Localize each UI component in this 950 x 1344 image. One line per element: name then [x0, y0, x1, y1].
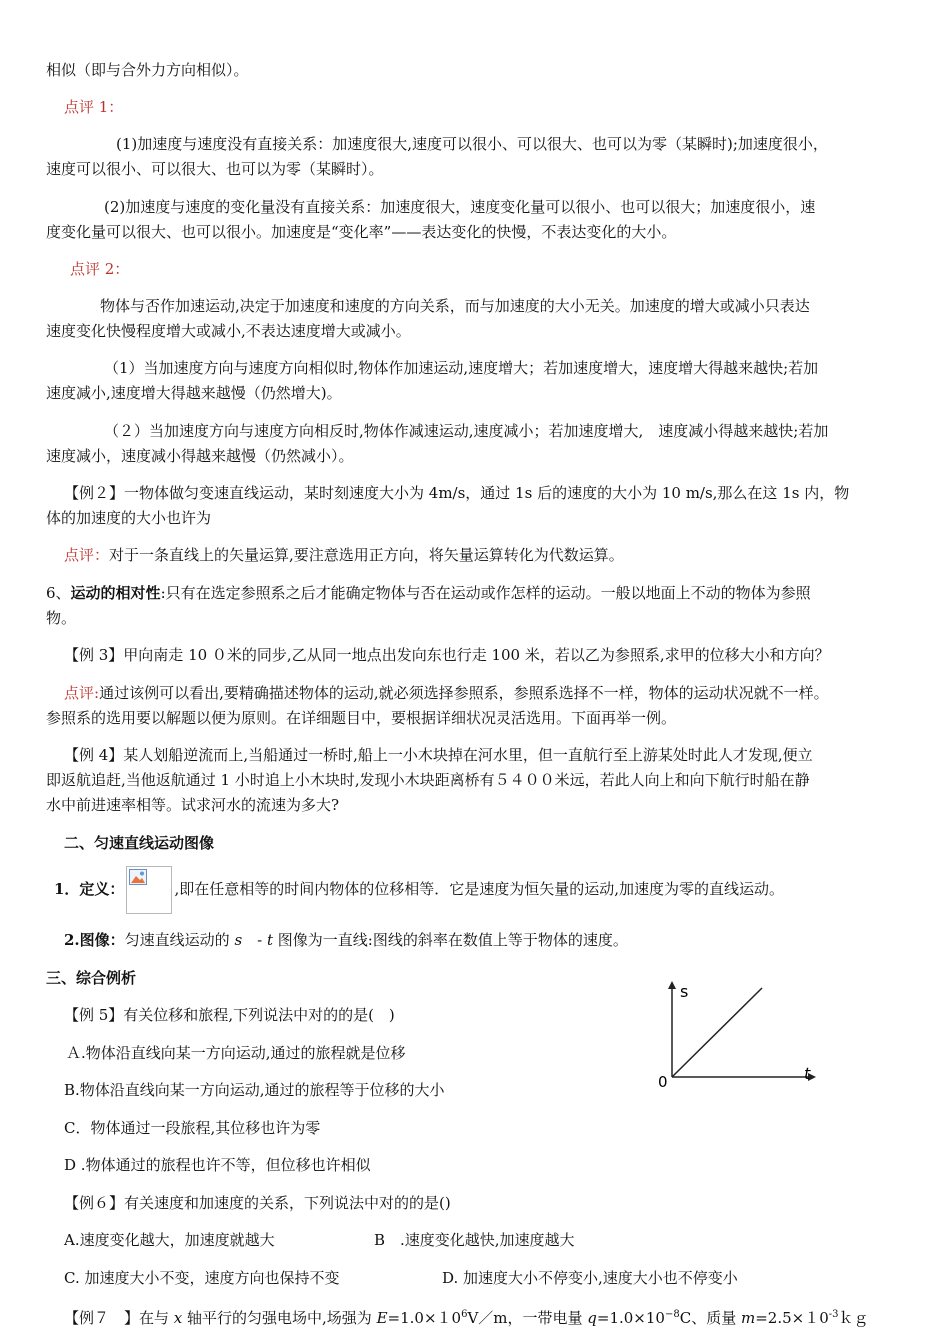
text-line: 参照系的选用要以解题以便为原则。在详细题目中，要根据详细状况灵活选用。下面再举一例。 [46, 709, 677, 727]
text-span: V／m，一带电量 [467, 1309, 588, 1327]
x-axis-label: t [804, 1064, 811, 1083]
text-span: - [242, 931, 267, 949]
option-d: D .物体通过的旅程也许不等，但位移也许相似 [64, 1156, 371, 1174]
text-line: 度变化量可以很大、也可以很小。加速度是“变化率”——表达变化的快慢，不表达变化的大小。 [46, 223, 677, 241]
text-line: （２）当加速度方向与速度方向相反时,物体作减速运动,速度减小；若加速度增大, 速度减小得越来越快;若加 [104, 422, 829, 440]
comment-text: 对于一条直线上的矢量运算,要注意选用正方向，将矢量运算转化为代数运算。 [109, 546, 624, 564]
example-7 [64, 1305, 944, 1328]
example-3: 【例 3】甲向南走 10 ０米的同步,乙从同一地点出发向东也行走 100 米，若以乙为参照系,求甲的位移大小和方向？ [64, 646, 830, 664]
comment-heading: 点评 1： [64, 98, 124, 116]
text-line: 速度减小，速度减小得越来越慢（仍然减小）。 [46, 447, 354, 465]
text-span: 轴平行的匀强电场中,场强为 [182, 1309, 377, 1327]
example-5: 【例 5】有关位移和旅程,下列说法中对的的是( ) [64, 1006, 395, 1024]
comment-line [64, 545, 926, 565]
text-line: 物体与否作加速运动,决定于加速度和速度的方向关系，而与加速度的大小无关。加速度的增大或减小只表达 [100, 297, 810, 315]
broken-image-icon [126, 866, 172, 914]
text-line: (2)加速度与速度的变化量没有直接关系：加速度很大，速度变化量可以很小、也可以很大；加速度很小，速 [104, 198, 816, 216]
var-x: x [173, 1309, 183, 1327]
text-span: =2.5×１0 [755, 1309, 829, 1327]
text-span: ｋｇ [838, 1309, 869, 1327]
text-line: 速度减小,速度增大得越来越慢（仍然增大)。 [46, 384, 342, 402]
example-2: 【例２】一物体做匀变速直线运动，某时刻速度大小为 4m/s，通过 1s 后的速度的大小为 10 m/s,那么在这 1s 内，物 [64, 484, 850, 502]
y-axis-arrow-icon [668, 981, 676, 989]
definition-line [54, 866, 916, 914]
text-line: 相似（即与合外力方向相似）。 [46, 61, 249, 79]
var-q: q [587, 1309, 597, 1327]
section-number: 6、 [46, 584, 71, 602]
graph-line [672, 988, 762, 1077]
option-a: Ａ.物体沿直线向某一方向运动,通过的旅程就是位移 [66, 1044, 406, 1062]
text-span: 匀速直线运动的 [124, 931, 235, 949]
comment-label: 点评: [64, 684, 100, 702]
example-4: 【例 4】某人划船逆流而上,当船通过一桥时,船上一小木块掉在河水里，但一直航行至上游某处时此人才发现,便立 [64, 746, 813, 764]
text-line: 速度可以很小、可以很大、也可以为零（某瞬时）。 [46, 160, 384, 178]
text-line: 体的加速度的大小也许为 [46, 509, 212, 527]
text-line: 物。 [46, 609, 77, 627]
text-span: C、质量 [679, 1309, 741, 1327]
section-text: :只有在选定参照系之后才能确定物体与否在运动或作怎样的运动。一般以地面上不动的物体为参照 [160, 584, 811, 602]
option-b: B.物体沿直线向某一方向运动,通过的旅程等于位移的大小 [64, 1081, 445, 1099]
text-span: =1.0×10 [596, 1309, 665, 1327]
text-line: 水中前进速率相等。试求河水的流速为多大? [46, 796, 340, 814]
exponent: -3 [828, 1309, 839, 1320]
var-e: E [376, 1309, 388, 1327]
origin-label: 0 [658, 1073, 668, 1090]
option-c: C．物体通过一段旅程,其位移也许为零 [64, 1119, 321, 1137]
section-6 [46, 583, 908, 603]
graph-label: 2.图像： [64, 931, 125, 949]
section-title: 运动的相对性 [70, 584, 161, 602]
definition-text: ,即在任意相等的时间内物体的位移相等．它是速度为恒矢量的运动,加速度为零的直线运动。 [174, 880, 784, 898]
exponent: −8 [664, 1309, 680, 1320]
option-d: D. 加速度大小不停变小,速度大小也不停变小 [442, 1269, 738, 1287]
section-heading: 二、匀速直线运动图像 [64, 834, 215, 852]
option-c: C. 加速度大小不变，速度方向也保持不变 [64, 1269, 340, 1287]
text-line: (1)加速度与速度没有直接关系：加速度很大,速度可以很小、可以很大、也可以为零（某瞬时);加速度很小， [116, 135, 828, 153]
text-span: 【例７ 】在与 [64, 1309, 174, 1327]
graph-description [64, 930, 926, 950]
var-t: t [267, 931, 274, 949]
comment-label: 点评： [64, 546, 110, 564]
example-6: 【例６】有关速度和加速度的关系，下列说法中对的的是() [64, 1194, 451, 1212]
section-heading: 三、综合例析 [46, 969, 137, 987]
var-s: s [234, 931, 243, 949]
exponent: 6 [461, 1309, 468, 1320]
text-span: 图像为一直线:图线的斜率在数值上等于物体的速度。 [273, 931, 628, 949]
var-m: m [740, 1309, 756, 1327]
y-axis-label: s [680, 982, 689, 1001]
text-line: （1）当加速度方向与速度方向相似时,物体作加速运动,速度增大；若加速度增大，速度增大得越来越快;若加 [104, 359, 819, 377]
option-a: A.速度变化越大，加速度就越大 [64, 1231, 275, 1249]
option-b: B .速度变化越快,加速度越大 [374, 1231, 575, 1249]
definition-label: 1．定义： [54, 880, 125, 898]
comment-line [64, 683, 924, 703]
s-t-graph [640, 975, 840, 1090]
text-line: 即返航追赶,当他返航通过 1 小时追上小木块时,发现小木块距离桥有５４００米远，若此人向上和向下航行时船在静 [46, 771, 810, 789]
text-span: =1.0×１0 [387, 1309, 462, 1327]
comment-text: 通过该例可以看出,要精确描述物体的运动,就必须选择参照系，参照系选择不一样，物体的运动状况就不一样。 [99, 684, 829, 702]
comment-heading: 点评 2： [70, 260, 130, 278]
text-line: 速度变化快慢程度增大或减小,不表达速度增大或减小。 [46, 322, 411, 340]
